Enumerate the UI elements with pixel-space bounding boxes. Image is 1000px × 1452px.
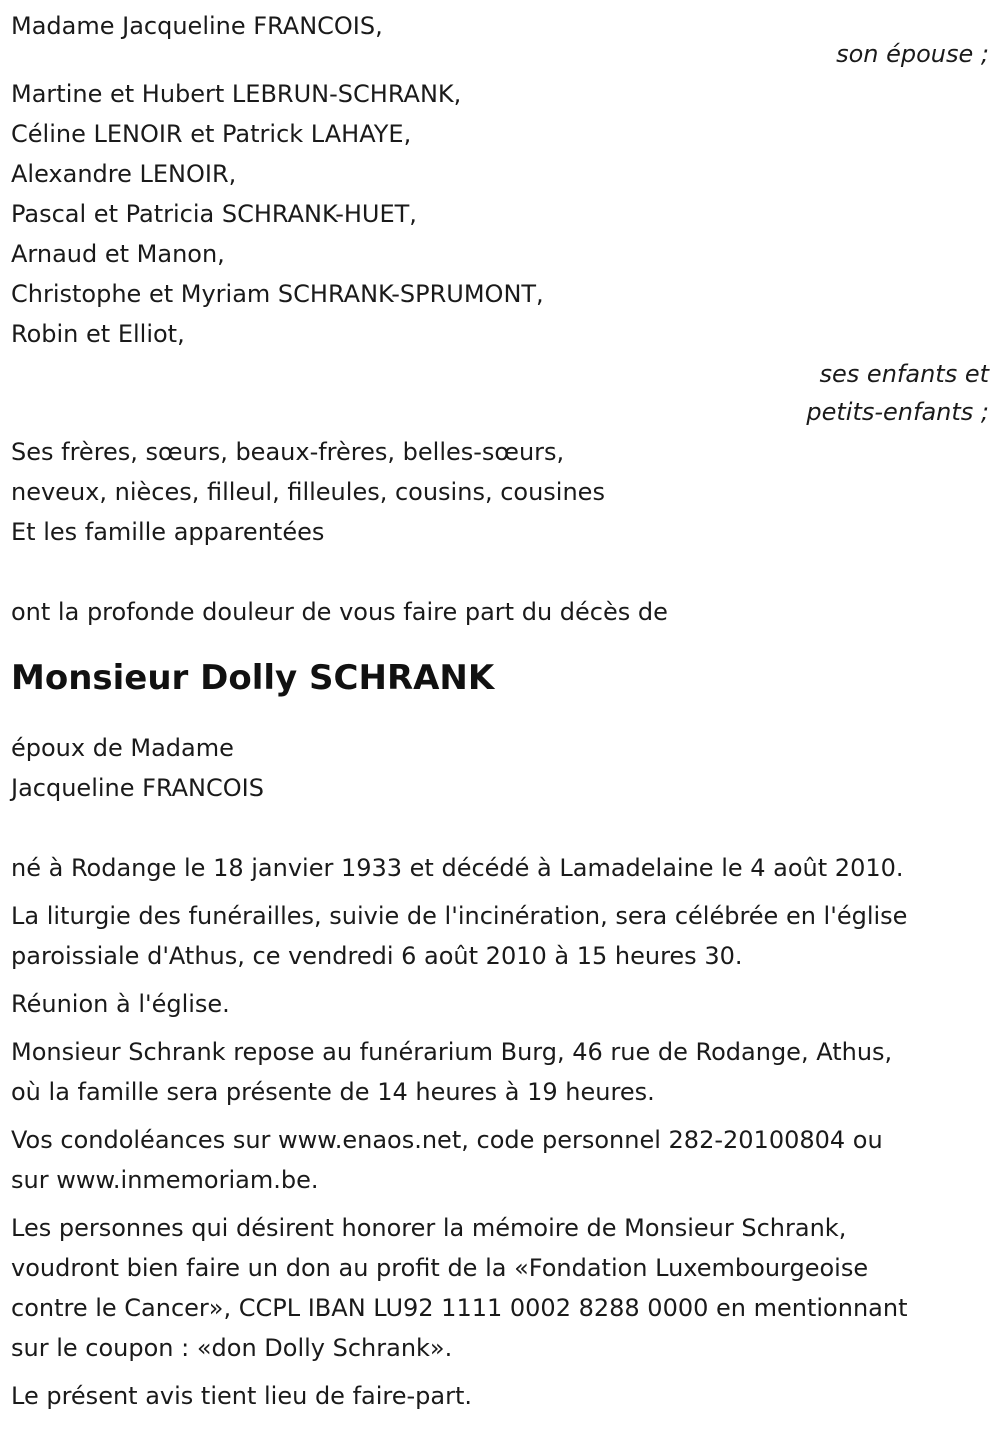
- condolences-text-line1: Vos condoléances sur www.enaos.net, code personnel 282-20100804 ou: [11, 1126, 883, 1154]
- donation-text-line1: Les personnes qui désirent honorer la mémoire de Monsieur Schrank,: [11, 1214, 847, 1242]
- deceased-spouse-line1: époux de Madame: [11, 734, 234, 762]
- condolences-text-line2: sur www.inmemoriam.be.: [11, 1166, 319, 1194]
- birth-death-text: né à Rodange le 18 janvier 1933 et décédé à Lamadelaine le 4 août 2010.: [11, 854, 904, 882]
- children-list: [11, 74, 991, 354]
- announcement-text: ont la profonde douleur de vous faire part du décès de: [11, 598, 668, 626]
- obituary-notice: [11, 6, 991, 1416]
- notice-details: [11, 848, 991, 1416]
- children-role-line1: ses enfants et: [819, 360, 989, 388]
- donation-text-line4: sur le coupon : «don Dolly Schrank».: [11, 1334, 453, 1362]
- liturgy-text-line1: La liturgie des funérailles, suivie de l'incinération, sera célébrée en l'église: [11, 902, 908, 930]
- spouse-role: son épouse ;: [836, 40, 989, 68]
- child-line: Robin et Elliot,: [11, 320, 185, 348]
- child-line: Céline LENOIR et Patrick LAHAYE,: [11, 120, 412, 148]
- family-line: Ses frères, sœurs, beaux-frères, belles-sœurs,: [11, 438, 565, 466]
- spouse-name: Madame Jacqueline FRANCOIS,: [11, 12, 383, 40]
- children-role-line2: petits-enfants ;: [806, 398, 989, 426]
- child-line: Arnaud et Manon,: [11, 240, 225, 268]
- meeting-text: Réunion à l'église.: [11, 990, 230, 1018]
- funeral-home-text-line2: où la famille sera présente de 14 heures à 19 heures.: [11, 1078, 655, 1106]
- deceased-spouse-line2: Jacqueline FRANCOIS: [11, 774, 264, 802]
- donation-text-line3: contre le Cancer», CCPL IBAN LU92 1111 0002 8288 0000 en mentionnant: [11, 1294, 908, 1322]
- funeral-home-text-line1: Monsieur Schrank repose au funérarium Burg, 46 rue de Rodange, Athus,: [11, 1038, 893, 1066]
- family-line: neveux, nièces, filleul, filleules, cousins, cousines: [11, 478, 605, 506]
- extended-family: [11, 432, 991, 552]
- child-line: Pascal et Patricia SCHRANK-HUET,: [11, 200, 417, 228]
- child-line: Alexandre LENOIR,: [11, 160, 237, 188]
- closing-text: Le présent avis tient lieu de faire-part.: [11, 1382, 473, 1410]
- liturgy-text-line2: paroissiale d'Athus, ce vendredi 6 août 2010 à 15 heures 30.: [11, 942, 743, 970]
- family-line: Et les famille apparentées: [11, 518, 325, 546]
- deceased-name-heading: Monsieur Dolly SCHRANK: [11, 658, 495, 698]
- donation-text-line2: voudront bien faire un don au profit de la «Fondation Luxembourgeoise: [11, 1254, 869, 1282]
- child-line: Christophe et Myriam SCHRANK-SPRUMONT,: [11, 280, 544, 308]
- child-line: Martine et Hubert LEBRUN-SCHRANK,: [11, 80, 462, 108]
